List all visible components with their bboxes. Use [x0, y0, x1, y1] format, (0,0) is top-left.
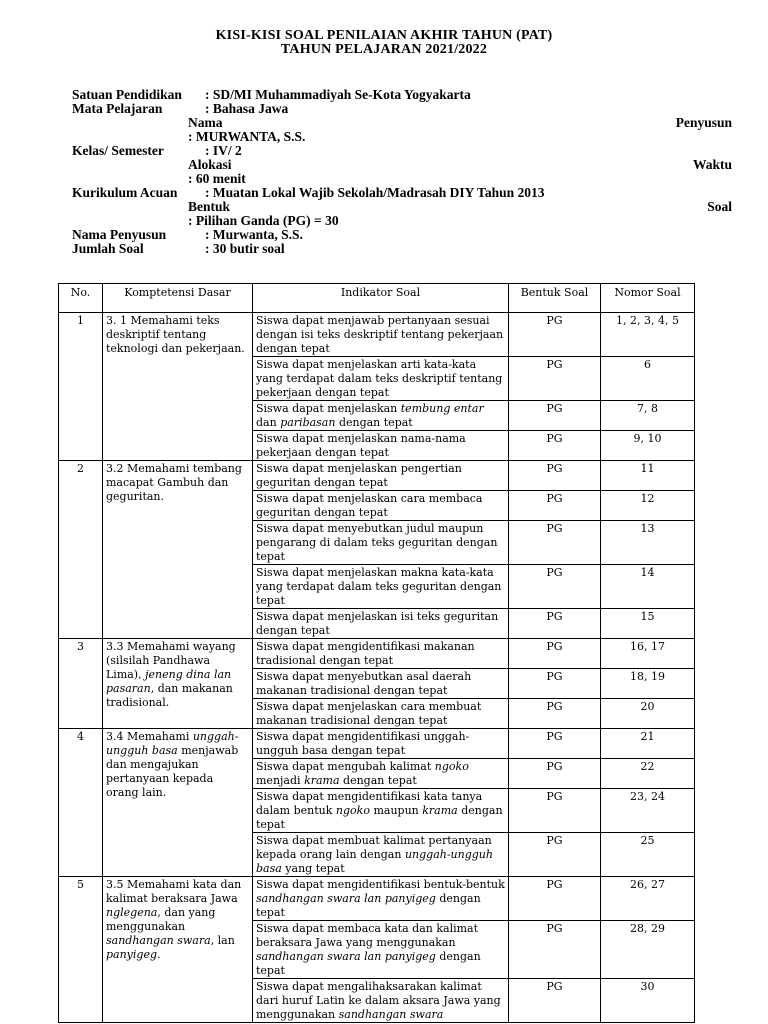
cell-bentuk: PG — [509, 639, 601, 669]
cell-no: 2 — [59, 461, 103, 639]
cell-indikator: Siswa dapat mengidentifikasi bentuk-bentuk sandhangan swara lan panyigeg dengan tepat — [253, 877, 509, 921]
cell-indikator: Siswa dapat mengidentifikasi makanan tradisional dengan tepat — [253, 639, 509, 669]
cell-kompetensi-dasar: 3.2 Memahami tembang macapat Gambuh dan geguritan. — [103, 461, 253, 639]
cell-no: 4 — [59, 729, 103, 877]
cell-kompetensi-dasar: 3.5 Memahami kata dan kalimat beraksara Jawa nglegena, dan yang menggunakan sandhangan swara, lan panyigeg. — [103, 877, 253, 1023]
cell-indikator: Siswa dapat menjelaskan makna kata-kata yang terdapat dalam teks geguritan dengan tepat — [253, 565, 509, 609]
cell-indikator: Siswa dapat mengalihaksarakan kalimat dari huruf Latin ke dalam aksara Jawa yang menggunakan sandhangan swara — [253, 979, 509, 1023]
alokasi-word: Alokasi — [188, 157, 232, 172]
cell-nomor: 21 — [601, 729, 695, 759]
table-row — [59, 461, 695, 491]
header-bentuk: Bentuk Soal — [509, 284, 601, 313]
cell-indikator: Siswa dapat menjelaskan isi teks geguritan dengan tepat — [253, 609, 509, 639]
cell-indikator: Siswa dapat mengubah kalimat ngoko menjadi krama dengan tepat — [253, 759, 509, 789]
header-no: No. — [59, 284, 103, 313]
cell-bentuk: PG — [509, 521, 601, 565]
cell-indikator: Siswa dapat membuat kalimat pertanyaan kepada orang lain dengan unggah-ungguh basa yang tepat — [253, 833, 509, 877]
bentuk-value: : Pilihan Ganda (PG) = 30 — [188, 213, 339, 228]
penyusun-label: Nama Penyusun — [72, 227, 167, 242]
cell-nomor: 18, 19 — [601, 669, 695, 699]
cell-kompetensi-dasar: 3.4 Memahami unggah-ungguh basa menjawab dan mengajukan pertanyaan kepada orang lain. — [103, 729, 253, 877]
cell-bentuk: PG — [509, 921, 601, 979]
cell-indikator: Siswa dapat mengidentifikasi unggah-ungguh basa dengan tepat — [253, 729, 509, 759]
cell-indikator: Siswa dapat membaca kata dan kalimat beraksara Jawa yang menggunakan sandhangan swara lan panyigeg dengan tepat — [253, 921, 509, 979]
jumlah-value: : 30 butir soal — [205, 241, 285, 256]
cell-bentuk: PG — [509, 431, 601, 461]
jumlah-label: Jumlah Soal — [72, 241, 144, 256]
cell-nomor: 16, 17 — [601, 639, 695, 669]
cell-bentuk: PG — [509, 833, 601, 877]
mapel-value: : Bahasa Jawa — [205, 101, 289, 116]
cell-nomor: 13 — [601, 521, 695, 565]
header-kd: Komptetensi Dasar — [103, 284, 253, 313]
waktu-word: Waktu — [692, 157, 732, 172]
cell-bentuk: PG — [509, 789, 601, 833]
kelas-label: Kelas/ Semester — [72, 143, 164, 158]
cell-bentuk: PG — [509, 313, 601, 357]
alokasi-value: : 60 menit — [188, 171, 246, 186]
cell-bentuk: PG — [509, 565, 601, 609]
cell-nomor: 11 — [601, 461, 695, 491]
cell-bentuk: PG — [509, 699, 601, 729]
cell-indikator: Siswa dapat menjelaskan cara membaca geguritan dengan tepat — [253, 491, 509, 521]
bentuk-word: Bentuk — [188, 199, 231, 214]
header-nomor: Nomor Soal — [601, 284, 695, 313]
cell-indikator: Siswa dapat menjelaskan arti kata-kata yang terdapat dalam teks deskriptif tentang pekerjaan dengan tepat — [253, 357, 509, 401]
cell-nomor: 15 — [601, 609, 695, 639]
document-year: TAHUN PELAJARAN 2021/2022 — [280, 42, 488, 57]
header-indikator: Indikator Soal — [253, 284, 509, 313]
cell-kompetensi-dasar: 3.3 Memahami wayang (silsilah Pandhawa Lima), jeneng dina lan pasaran, dan makanan tradisional. — [103, 639, 253, 729]
cell-indikator: Siswa dapat mengidentifikasi kata tanya dalam bentuk ngoko maupun krama dengan tepat — [253, 789, 509, 833]
kurikulum-label: Kurikulum Acuan — [72, 185, 178, 200]
cell-nomor: 22 — [601, 759, 695, 789]
cell-indikator: Siswa dapat menjelaskan nama-nama pekerjaan dengan tepat — [253, 431, 509, 461]
cell-no: 3 — [59, 639, 103, 729]
table-row — [59, 639, 695, 669]
cell-bentuk: PG — [509, 877, 601, 921]
cell-indikator: Siswa dapat menjelaskan pengertian geguritan dengan tepat — [253, 461, 509, 491]
cell-indikator: Siswa dapat menjelaskan tembung entar dan paribasan dengan tepat — [253, 401, 509, 431]
kelas-value: : IV/ 2 — [205, 143, 242, 158]
cell-nomor: 12 — [601, 491, 695, 521]
cell-nomor: 23, 24 — [601, 789, 695, 833]
satuan-label: Satuan Pendidikan — [72, 87, 182, 102]
kisi-table — [58, 283, 695, 1023]
cell-no: 1 — [59, 313, 103, 461]
nama-word: Nama — [188, 115, 223, 130]
cell-bentuk: PG — [509, 759, 601, 789]
nama-value: : MURWANTA, S.S. — [188, 129, 306, 144]
table-body — [59, 313, 695, 1023]
cell-nomor: 28, 29 — [601, 921, 695, 979]
cell-nomor: 1, 2, 3, 4, 5 — [601, 313, 695, 357]
cell-bentuk: PG — [509, 357, 601, 401]
mapel-label: Mata Pelajaran — [72, 101, 163, 116]
cell-kompetensi-dasar: 3. 1 Memahami teks deskriptif tentang teknologi dan pekerjaan. — [103, 313, 253, 461]
cell-indikator: Siswa dapat menyebutkan asal daerah makanan tradisional dengan tepat — [253, 669, 509, 699]
cell-indikator: Siswa dapat menjawab pertanyaan sesuai dengan isi teks deskriptif tentang pekerjaan dengan tepat — [253, 313, 509, 357]
cell-bentuk: PG — [509, 461, 601, 491]
cell-bentuk: PG — [509, 609, 601, 639]
table-row — [59, 877, 695, 921]
document-title: KISI-KISI SOAL PENILAIAN AKHIR TAHUN (PAT) — [215, 28, 553, 43]
cell-bentuk: PG — [509, 669, 601, 699]
cell-bentuk: PG — [509, 979, 601, 1023]
cell-indikator: Siswa dapat menyebutkan judul maupun pengarang di dalam teks geguritan dengan tepat — [253, 521, 509, 565]
cell-bentuk: PG — [509, 491, 601, 521]
cell-indikator: Siswa dapat menjelaskan cara membuat makanan tradisional dengan tepat — [253, 699, 509, 729]
cell-nomor: 7, 8 — [601, 401, 695, 431]
cell-nomor: 9, 10 — [601, 431, 695, 461]
cell-nomor: 25 — [601, 833, 695, 877]
cell-nomor: 30 — [601, 979, 695, 1023]
cell-nomor: 26, 27 — [601, 877, 695, 921]
cell-bentuk: PG — [509, 729, 601, 759]
kurikulum-value: : Muatan Lokal Wajib Sekolah/Madrasah DIY Tahun 2013 — [205, 185, 545, 200]
cell-bentuk: PG — [509, 401, 601, 431]
penyusun-word: Penyusun — [675, 115, 732, 130]
soal-word: Soal — [707, 199, 732, 214]
table-row — [59, 729, 695, 759]
table-row — [59, 313, 695, 357]
cell-nomor: 20 — [601, 699, 695, 729]
satuan-value: : SD/MI Muhammadiyah Se-Kota Yogyakarta — [205, 87, 471, 102]
penyusun-value: : Murwanta, S.S. — [205, 227, 303, 242]
cell-no: 5 — [59, 877, 103, 1023]
table-header-row — [59, 284, 695, 313]
cell-nomor: 6 — [601, 357, 695, 401]
cell-nomor: 14 — [601, 565, 695, 609]
